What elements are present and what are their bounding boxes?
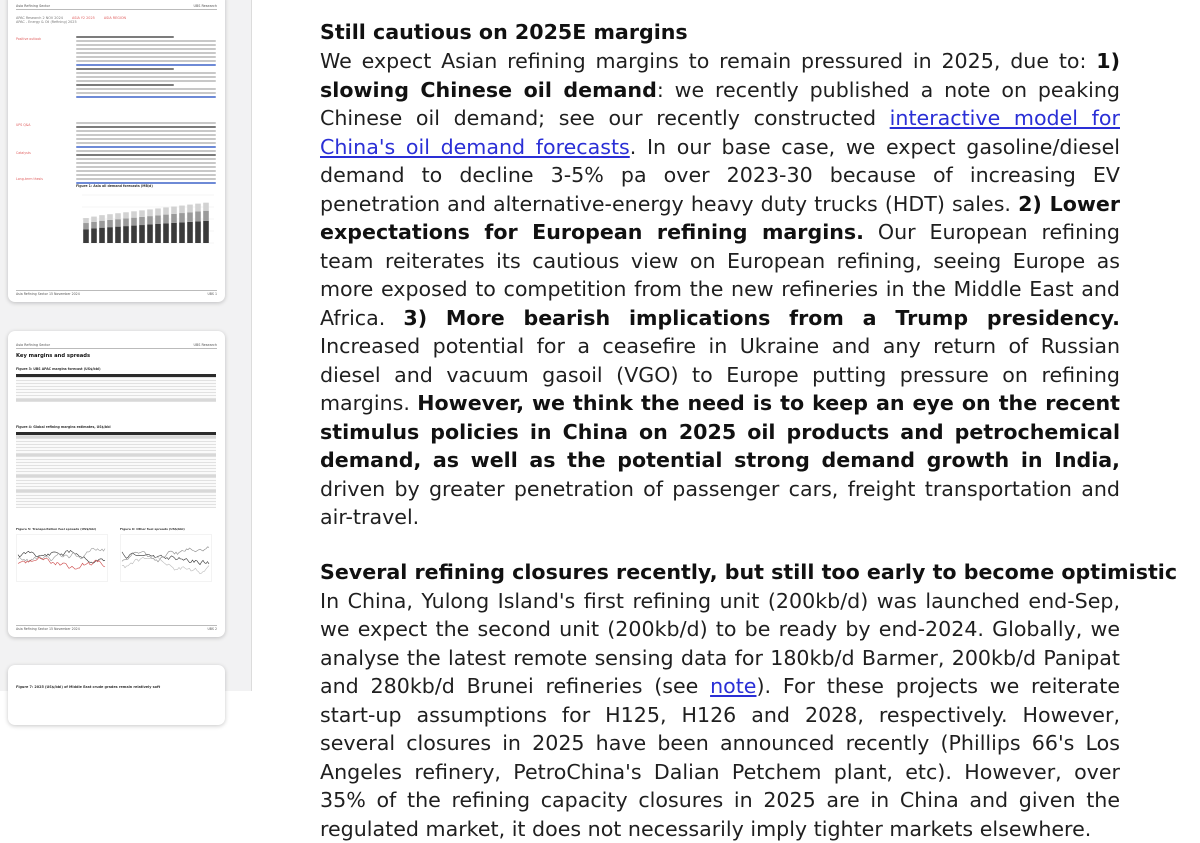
thumb-line-chart bbox=[120, 534, 212, 582]
section-heading-closures: Several refining closures recently, but still too early to become optimistic bbox=[320, 558, 1120, 587]
thumb-figure-title: Figure 3: UBS APAC margins forecast (US$/bbl) bbox=[16, 367, 101, 371]
thumb-bar-segment bbox=[139, 225, 145, 243]
thumb-figure-title: Figure 5: Transportation fuel spreads (US$/bbl) bbox=[16, 527, 96, 531]
thumb-side-label: Catalysts bbox=[16, 152, 66, 156]
page-thumbnail-sidebar[interactable] bbox=[0, 0, 252, 691]
thumb-bar-segment bbox=[139, 210, 145, 217]
text-run: Our European refining team reiterates its cautious view on European refining, seeing Europe as more exposed to competition from the new refineries in the Middle East and Africa. bbox=[320, 220, 1120, 330]
thumb-bar-segment bbox=[91, 222, 97, 229]
thumb-meta-item: APAC Research 2 NOV 2024 bbox=[16, 16, 63, 20]
thumb-table-estimates bbox=[16, 432, 216, 508]
thumb-figure-title: Figure 7: 2025 (US$/bbl) of Middle East crude grades remain relatively soft bbox=[16, 685, 160, 689]
thumb-bar-segment bbox=[131, 211, 137, 217]
thumb-bar-segment bbox=[107, 227, 113, 243]
thumb-bar-segment bbox=[171, 214, 177, 223]
thumb-bar-segment bbox=[179, 213, 185, 222]
section-paragraph-closures bbox=[320, 587, 1120, 843]
thumb-bar-segment bbox=[83, 229, 89, 243]
thumb-bar-segment bbox=[131, 226, 137, 243]
thumb-bar-segment bbox=[203, 211, 209, 221]
thumb-page-title: Key margins and spreads bbox=[16, 353, 90, 359]
thumb-header-right: UBS Research bbox=[193, 343, 217, 347]
thumb-bar-segment bbox=[99, 215, 105, 221]
thumb-bar-segment bbox=[163, 207, 169, 214]
thumb-bar-segment bbox=[115, 213, 121, 219]
thumb-bar-segment bbox=[171, 223, 177, 243]
thumb-bar-segment bbox=[163, 223, 169, 243]
thumb-bar-segment bbox=[195, 212, 201, 222]
thumb-bar-segment bbox=[203, 203, 209, 211]
thumb-bar-chart bbox=[76, 191, 216, 247]
thumb-meta bbox=[16, 16, 216, 24]
thumb-bar-segment bbox=[147, 209, 153, 216]
thumb-bar-segment bbox=[115, 227, 121, 243]
section-paragraph-margins bbox=[320, 47, 1120, 532]
thumb-bar-segment bbox=[99, 221, 105, 228]
thumb-header-right: UBS Research bbox=[193, 4, 217, 8]
thumb-chart-line bbox=[122, 552, 209, 565]
thumb-bar-segment bbox=[131, 218, 137, 226]
text-run: driven by greater penetration of passenger cars, freight transportation and air-travel. bbox=[320, 477, 1120, 530]
thumb-bar-segment bbox=[123, 226, 129, 243]
thumb-figure-title: Figure 4: Global refining margins estimates, US$/bbl bbox=[16, 425, 111, 429]
thumb-bar-segment bbox=[155, 215, 161, 224]
remote-sensing-note-link[interactable]: note bbox=[710, 674, 756, 698]
thumb-bar-segment bbox=[163, 215, 169, 224]
bold-text-run: 1) slowing Chinese oil demand bbox=[320, 49, 1120, 102]
thumb-bar-segment bbox=[91, 228, 97, 243]
thumb-meta-item: ASIA Y2 2025 bbox=[72, 16, 95, 20]
text-run: ). For these projects we reiterate start-up assumptions for H125, H126 and 2028, respectively. However, several closures in 2025 have been announced recently (Phillips 66's Los Angeles refinery, PetroChina's Dalian Petchem plant, etc). However, over 35% of the refining capacity closures in 2025 are in China and given the regulated market, it does not necessarily imply tighter markets elsewhere. bbox=[320, 674, 1120, 841]
document-page bbox=[320, 18, 1120, 843]
thumb-footer-right: UBS 2 bbox=[207, 627, 217, 631]
thumb-chart-line bbox=[18, 557, 105, 569]
thumb-chart-title: Figure 1: Asia oil demand forecasts (MB/d) bbox=[76, 184, 153, 188]
thumb-bar-segment bbox=[187, 212, 193, 222]
thumb-chart-line bbox=[18, 548, 105, 562]
thumb-footer-left: Asia Refining Sector 15 November 2024 bbox=[16, 627, 80, 631]
text-run: : we recently published a note on peaking Chinese oil demand; see our recently constructed bbox=[320, 78, 1120, 131]
thumb-bar-segment bbox=[83, 223, 89, 229]
thumb-footer-right: UBS 1 bbox=[207, 292, 217, 296]
thumb-bar-segment bbox=[147, 216, 153, 224]
page-thumbnail-2[interactable] bbox=[8, 331, 225, 637]
text-run: . In our base case, we expect gasoline/diesel demand to decline 3-5% pa over 2023-30 because of increasing EV penetration and alternative-energy heavy duty trucks (HDT) sales. bbox=[320, 135, 1120, 216]
thumb-bar-segment bbox=[195, 221, 201, 243]
bold-text-run: 3) More bearish implications from a Trump presidency. bbox=[403, 306, 1120, 330]
thumb-bar-segment bbox=[203, 221, 209, 243]
thumb-bar-segment bbox=[179, 206, 185, 213]
bold-text-run: However, we think the need is to keep an eye on the recent stimulus policies in China on 2025 oil products and petrochemical demand, as well as the potential strong demand growth in India, bbox=[320, 391, 1120, 472]
page-thumbnail-1[interactable] bbox=[8, 0, 225, 302]
thumb-header-left: Asia Refining Sector bbox=[16, 4, 50, 8]
thumb-chart-frame bbox=[17, 535, 108, 582]
bold-text-run: 2) Lower expectations for European refining margins. bbox=[320, 192, 1120, 245]
thumb-header-left: Asia Refining Sector bbox=[16, 343, 50, 347]
text-run: Increased potential for a ceasefire in Ukraine and any return of Russian diesel and vacuum gasoil (VGO) to Europe putting pressure on refining margins. bbox=[320, 334, 1120, 415]
thumb-bar-segment bbox=[155, 208, 161, 215]
text-run: In China, Yulong Island's first refining unit (200kb/d) was launched end-Sep, we expect the second unit (200kb/d) to be ready by end-2024. Globally, we analyse the latest remote sensing data for 180kb/d Barmer, 200kb/d Panipat and 280kb/d Brunei refineries (see bbox=[320, 589, 1120, 699]
thumb-bar-segment bbox=[115, 219, 121, 226]
thumb-footer bbox=[16, 290, 217, 296]
thumb-side-label: Positive outlook bbox=[16, 38, 66, 42]
page-thumbnail-3[interactable] bbox=[8, 665, 225, 725]
thumb-footer bbox=[16, 625, 217, 631]
thumb-bar-segment bbox=[139, 217, 145, 225]
thumb-bar-segment bbox=[123, 218, 129, 226]
text-run: We expect Asian refining margins to remain pressured in 2025, due to: bbox=[320, 49, 1096, 73]
thumb-bar-segment bbox=[99, 228, 105, 243]
section-heading-margins: Still cautious on 2025E margins bbox=[320, 18, 1120, 47]
thumb-text-block bbox=[76, 122, 216, 186]
thumb-meta-item: ASIA REGION bbox=[104, 16, 126, 20]
thumb-bar-segment bbox=[107, 220, 113, 227]
thumb-header bbox=[16, 4, 217, 10]
thumb-header bbox=[16, 343, 217, 349]
thumb-bar-segment bbox=[187, 205, 193, 213]
thumb-bar-segment bbox=[155, 224, 161, 243]
thumb-meta-grey: APAC - Energy & Oil (Refining) 2025 bbox=[16, 20, 77, 24]
thumb-bar-segment bbox=[187, 222, 193, 243]
thumb-bar-segment bbox=[107, 214, 113, 220]
thumb-line-chart bbox=[16, 534, 108, 582]
thumb-bar-segment bbox=[171, 207, 177, 214]
thumb-footer-left: Asia Refining Sector 15 November 2024 bbox=[16, 292, 80, 296]
thumb-side-label: Long-term thesis bbox=[16, 178, 66, 182]
thumb-bar-segment bbox=[195, 204, 201, 212]
thumb-bar-segment bbox=[179, 222, 185, 243]
thumb-text-block bbox=[76, 36, 216, 100]
thumb-bar-segment bbox=[91, 217, 97, 222]
thumb-bar-segment bbox=[123, 212, 129, 218]
thumb-bar-segment bbox=[83, 218, 89, 223]
china-oil-demand-model-link[interactable]: interactive model for China's oil demand forecasts bbox=[320, 106, 1120, 159]
thumb-side-label: UPS Q&A bbox=[16, 124, 66, 128]
thumb-table-margins bbox=[16, 374, 216, 402]
thumb-bar-segment bbox=[147, 225, 153, 243]
thumb-figure-title: Figure 6: Other fuel spreads (US$/bbl) bbox=[120, 527, 185, 531]
